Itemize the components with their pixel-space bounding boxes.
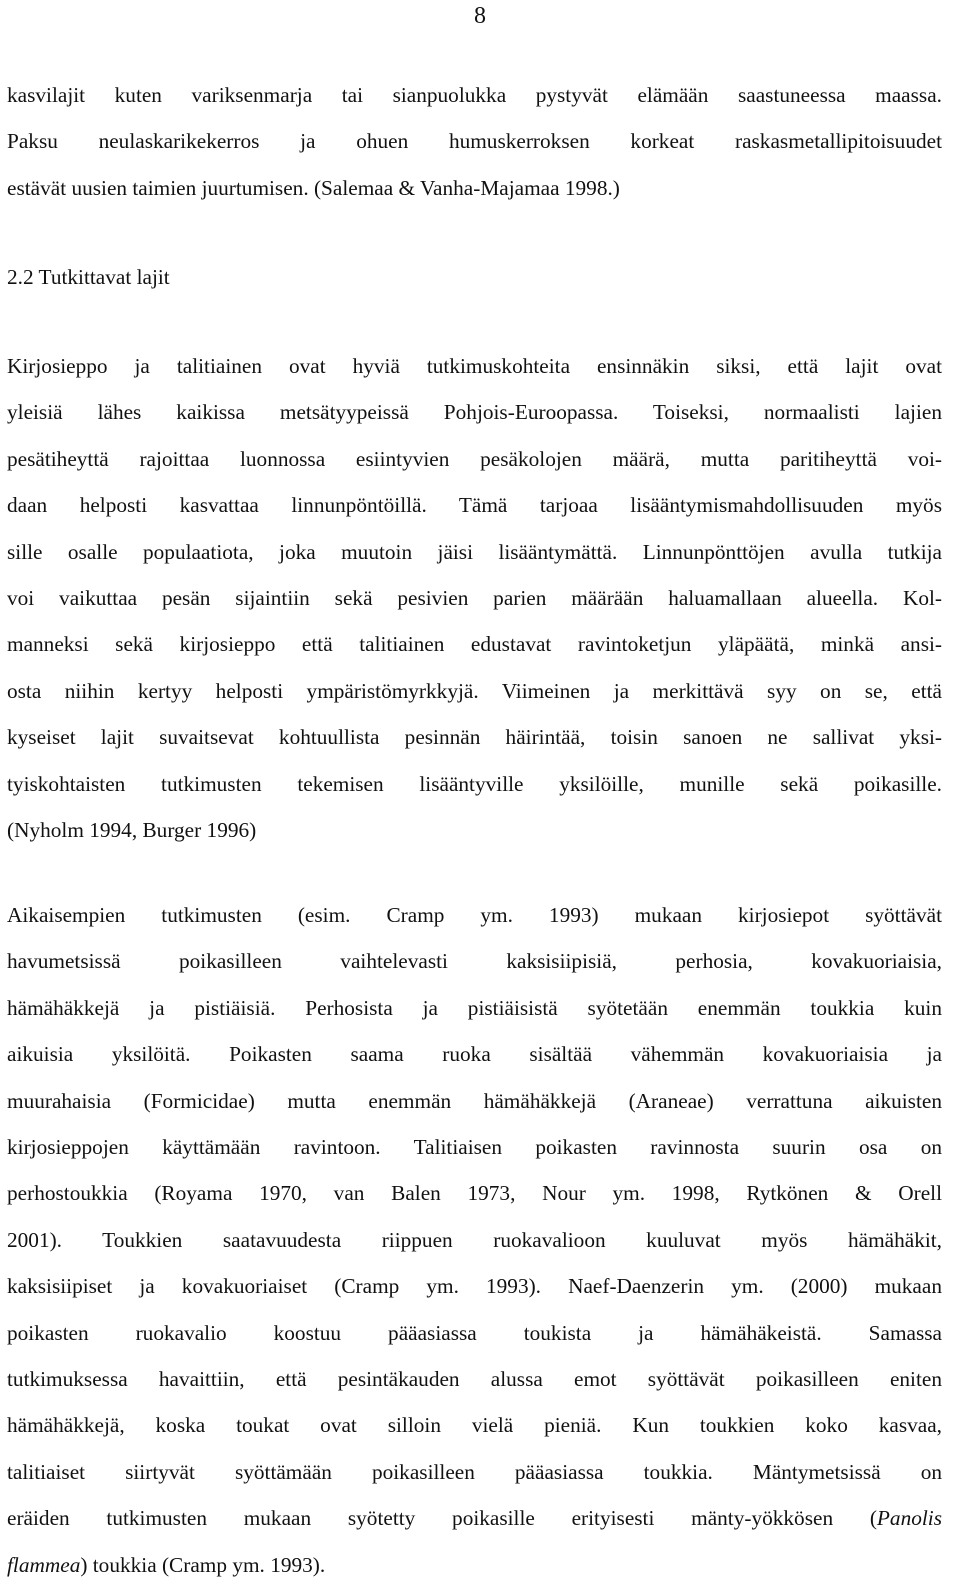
text-line: muurahaisia (Formicidae) mutta enemmän hämähäkkejä (Araneae) verrattuna aikuisten	[7, 1088, 942, 1113]
text-line: estävät uusien taimien juurtumisen. (Salemaa & Vanha-Majamaa 1998.)	[7, 175, 620, 200]
text-line: (Nyholm 1994, Burger 1996)	[7, 818, 257, 843]
text-line: tutkimuksessa havaittiin, että pesintäkauden alussa emot syöttävät poikasilleen eniten	[7, 1367, 942, 1392]
text-line: tyiskohtaisten tutkimusten tekemisen lisääntyville yksilöille, munille sekä poikasille.	[7, 771, 942, 796]
text-line: hämähäkkejä ja pistiäisiä. Perhosista ja pistiäisistä syötetään enemmän toukkia kuin	[7, 995, 942, 1020]
text-line: pesätiheyttä rajoittaa luonnossa esiintyvien pesäkolojen määrä, mutta paritiheyttä voi-	[7, 446, 942, 471]
text-line: kasvilajit kuten variksenmarja tai sianpuolukka pystyvät elämään saastuneessa maassa.	[7, 83, 942, 107]
text-line: voi vaikuttaa pesän sijaintiin sekä pesivien parien määrään haluamallaan alueella. Kol-	[7, 586, 942, 611]
text-line: havumetsissä poikasilleen vaihtelevasti kaksisiipisiä, perhosia, kovakuoriaisia,	[7, 949, 942, 974]
text-line: Aikaisempien tutkimusten (esim. Cramp ym. 1993) mukaan kirjosiepot syöttävät	[7, 903, 942, 927]
text-line: kirjosieppojen käyttämään ravintoon. Talitiaisen poikasten ravinnosta suurin osa on	[7, 1135, 942, 1160]
text-line: kyseiset lajit suvaitsevat kohtuullista pesinnän häirintää, toisin sanoen ne sallivat yksi-	[7, 725, 942, 750]
text-line: daan helposti kasvattaa linnunpöntöillä. Tämä tarjoaa lisääntymismahdollisuuden myös	[7, 493, 942, 518]
text-run: eräiden tutkimusten mukaan syötetty poikasille erityisesti mänty-yökkösen (	[7, 1506, 877, 1531]
text-line: hämähäkkejä, koska toukat ovat silloin vielä pieniä. Kun toukkien koko kasvaa,	[7, 1413, 942, 1438]
text-line: kaksisiipiset ja kovakuoriaiset (Cramp ym. 1993). Naef-Daenzerin ym. (2000) mukaan	[7, 1274, 942, 1299]
section-heading: 2.2 Tutkittavat lajit	[7, 265, 170, 289]
text-line	[7, 1542, 942, 1588]
species-name-italic: Panolis	[876, 1506, 942, 1531]
text-line: aikuisia yksilöitä. Poikasten saama ruoka sisältää vähemmän kovakuoriaisia ja	[7, 1042, 942, 1067]
text-line: osta niihin kertyy helposti ympäristömyrkkyjä. Viimeinen ja merkittävä syy on se, että	[7, 678, 942, 703]
paragraph-diet	[7, 892, 942, 1588]
text-line: manneksi sekä kirjosieppo että talitiainen edustavat ravintoketjun yläpäätä, minkä ansi-	[7, 632, 942, 657]
species-name-italic: flammea	[7, 1552, 81, 1577]
text-line: poikasten ruokavalio koostuu pääasiassa toukista ja hämähäkeistä. Samassa	[7, 1320, 942, 1345]
text-line: talitiaiset siirtyvät syöttämään poikasilleen pääasiassa toukkia. Mäntymetsissä on	[7, 1459, 942, 1484]
page-number: 8	[474, 3, 486, 29]
text-line: Kirjosieppo ja talitiainen ovat hyviä tutkimuskohteita ensinnäkin siksi, että lajit ovat	[7, 354, 942, 378]
paragraph-continuation	[7, 72, 942, 211]
text-line: yleisiä lähes kaikissa metsätyypeissä Pohjois-Euroopassa. Toiseksi, normaalisti lajien	[7, 400, 942, 425]
text-line: perhostoukkia (Royama 1970, van Balen 1973, Nour ym. 1998, Rytkönen & Orell	[7, 1181, 942, 1206]
text-line	[7, 1495, 942, 1541]
paragraph-species-rationale	[7, 343, 942, 853]
text-line: sille osalle populaatiota, joka muutoin jäisi lisääntymättä. Linnunpönttöjen avulla tutkija	[7, 539, 942, 564]
text-line: Paksu neulaskarikekerros ja ohuen humuskerroksen korkeat raskasmetallipitoisuudet	[7, 129, 942, 154]
text-line: 2001). Toukkien saatavuudesta riippuen ruokavalioon kuuluvat myös hämähäkit,	[7, 1227, 942, 1252]
text-run: ) toukkia (Cramp ym. 1993).	[80, 1552, 326, 1577]
